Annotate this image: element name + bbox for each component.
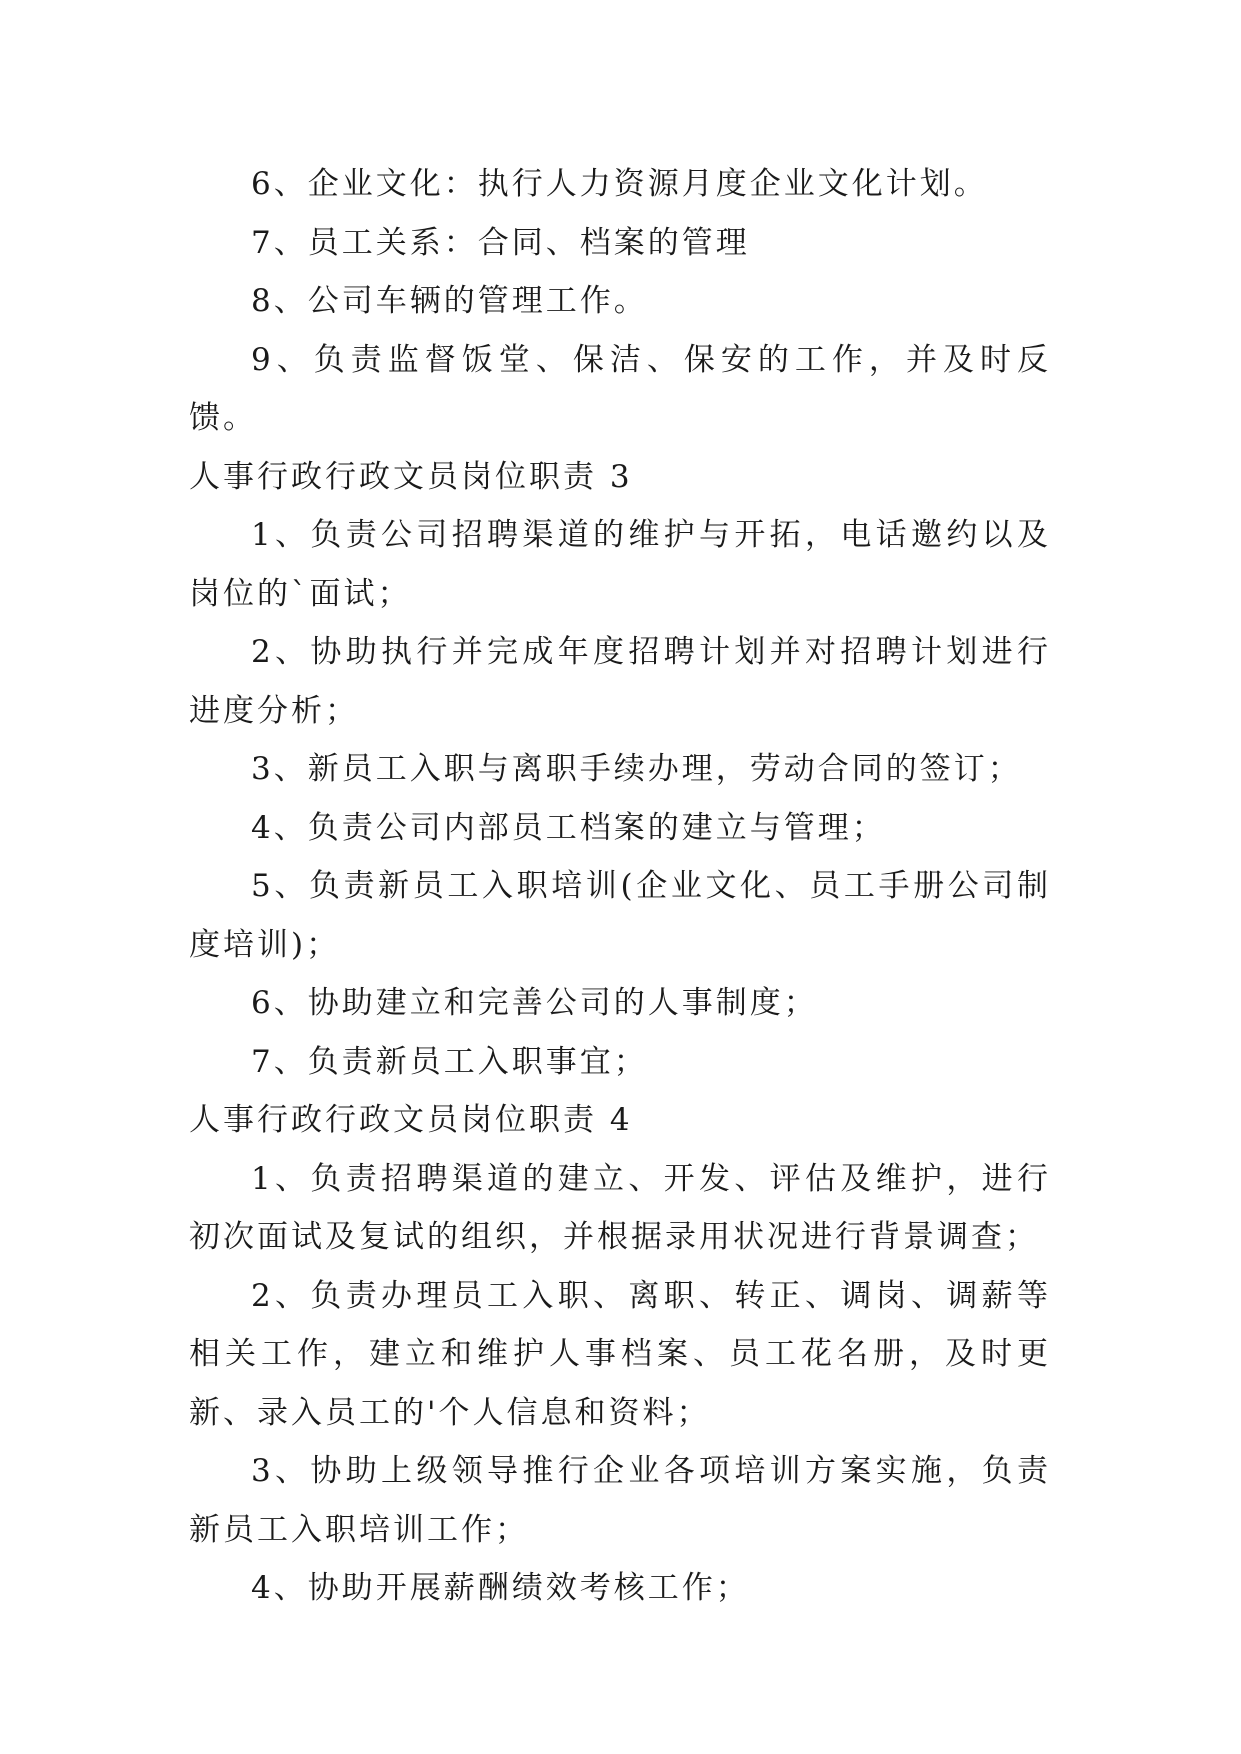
list-item: 1、负责公司招聘渠道的维护与开拓，电话邀约以及岗位的`面试；: [189, 517, 1051, 612]
document-page: [189, 155, 1051, 1618]
list-item: 7、负责新员工入职事宜；: [251, 1043, 648, 1080]
list-item: 6、企业文化：执行人力资源月度企业文化计划。: [251, 166, 988, 202]
list-item: 3、新员工入职与离职手续办理，劳动合同的签订；: [251, 751, 1022, 787]
list-item: 1、负责招聘渠道的建立、开发、评估及维护，进行初次面试及复试的组织，并根据录用状况进行背景调查；: [189, 1160, 1051, 1255]
list-item: 8、公司车辆的管理工作。: [251, 283, 648, 319]
list-item: 4、负责公司内部员工档案的建立与管理；: [251, 809, 886, 846]
list-item: 2、协助执行并完成年度招聘计划并对招聘计划进行进度分析；: [189, 634, 1051, 729]
list-item: 9、负责监督饭堂、保洁、保安的工作，并及时反馈。: [189, 341, 1051, 436]
list-item: 2、负责办理员工入职、离职、转正、调岗、调薪等相关工作，建立和维护人事档案、员工花名册，及时更新、录入员工的'个人信息和资料；: [189, 1277, 1051, 1431]
list-item: 3、协助上级领导推行企业各项培训方案实施，负责新员工入职培训工作；: [189, 1453, 1051, 1548]
list-item: 5、负责新员工入职培训(企业文化、员工手册公司制度培训)；: [189, 868, 1051, 963]
section-heading: 人事行政行政文员岗位职责 3: [189, 458, 633, 495]
list-item: 4、协助开展薪酬绩效考核工作；: [251, 1570, 750, 1606]
list-item: 6、协助建立和完善公司的人事制度；: [251, 985, 818, 1021]
list-item: 7、员工关系：合同、档案的管理: [251, 224, 750, 261]
section-heading: 人事行政行政文员岗位职责 4: [189, 1102, 633, 1138]
